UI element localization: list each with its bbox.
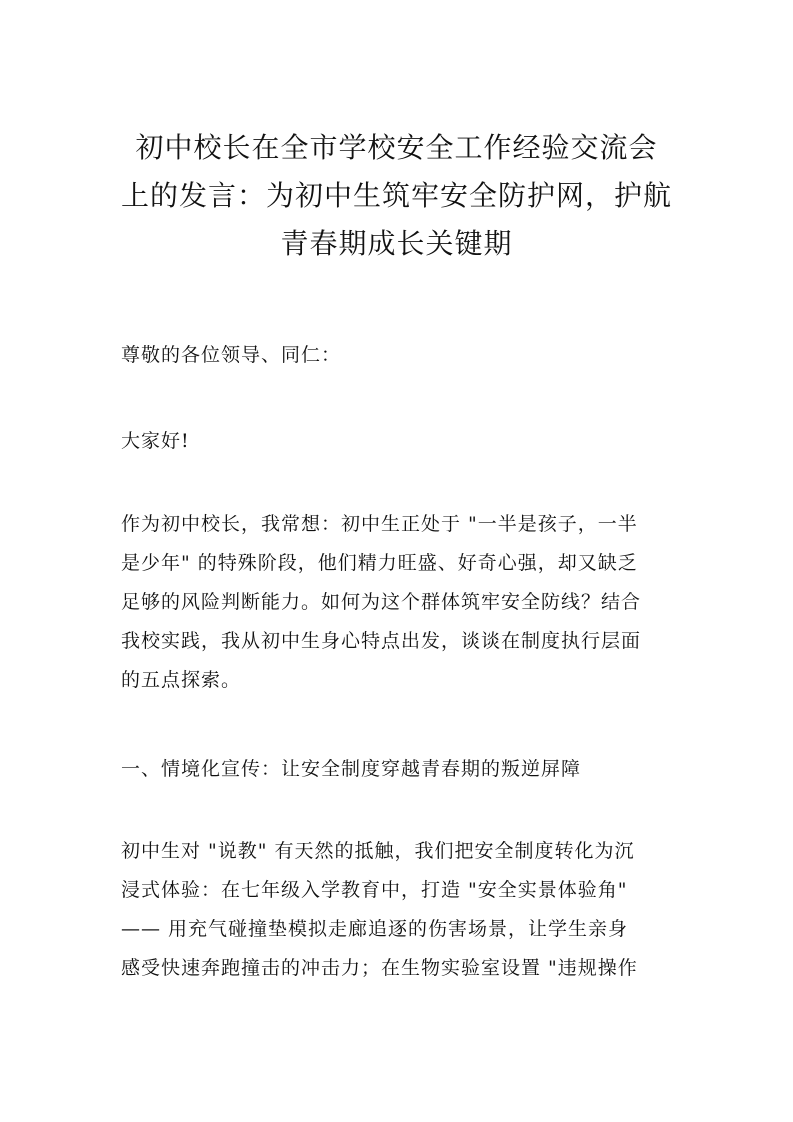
title-line: 青春期成长关键期 <box>280 227 513 260</box>
paragraph-line: 作为初中校长，我常想：初中生正处于 "一半是孩子，一半 <box>121 513 638 535</box>
paragraph-line: 我校实践，我从初中生身心特点出发，谈谈在制度执行层面 <box>121 630 642 652</box>
salutation-text: 尊敬的各位领导、同仁： <box>121 344 342 366</box>
paragraph-line: —— 用充气碰撞垫模拟走廊追逐的伤害场景，让学生亲身 <box>121 918 629 940</box>
section-body-paragraph <box>121 832 674 988</box>
paragraph-line: 浸式体验：在七年级入学教育中，打造 "安全实景体验角" <box>121 879 628 901</box>
paragraph-line: 足够的风险判断能力。如何为这个群体筑牢安全防线？结合 <box>121 591 642 613</box>
paragraph-line: 感受快速奔跑撞击的冲击力；在生物实验室设置 "违规操作 <box>121 957 638 979</box>
intro-paragraph <box>121 505 674 700</box>
paragraph-line: 的五点探索。 <box>121 669 242 691</box>
greeting-text: 大家好! <box>121 430 190 452</box>
paragraph-line: 是少年" 的特殊阶段，他们精力旺盛、好奇心强，却又缺乏 <box>121 552 638 574</box>
greeting <box>121 422 674 461</box>
paragraph-line: 初中生对 "说教" 有天然的抵触，我们把安全制度转化为沉 <box>121 840 635 862</box>
section-heading-text: 一、情境化宣传：让安全制度穿越青春期的叛逆屏障 <box>121 758 582 780</box>
document-title <box>120 124 673 268</box>
section-heading <box>121 750 674 789</box>
title-line: 上的发言：为初中生筑牢安全防护网，护航 <box>120 179 672 212</box>
salutation <box>121 336 674 375</box>
title-line: 初中校长在全市学校安全工作经验交流会 <box>135 131 658 164</box>
